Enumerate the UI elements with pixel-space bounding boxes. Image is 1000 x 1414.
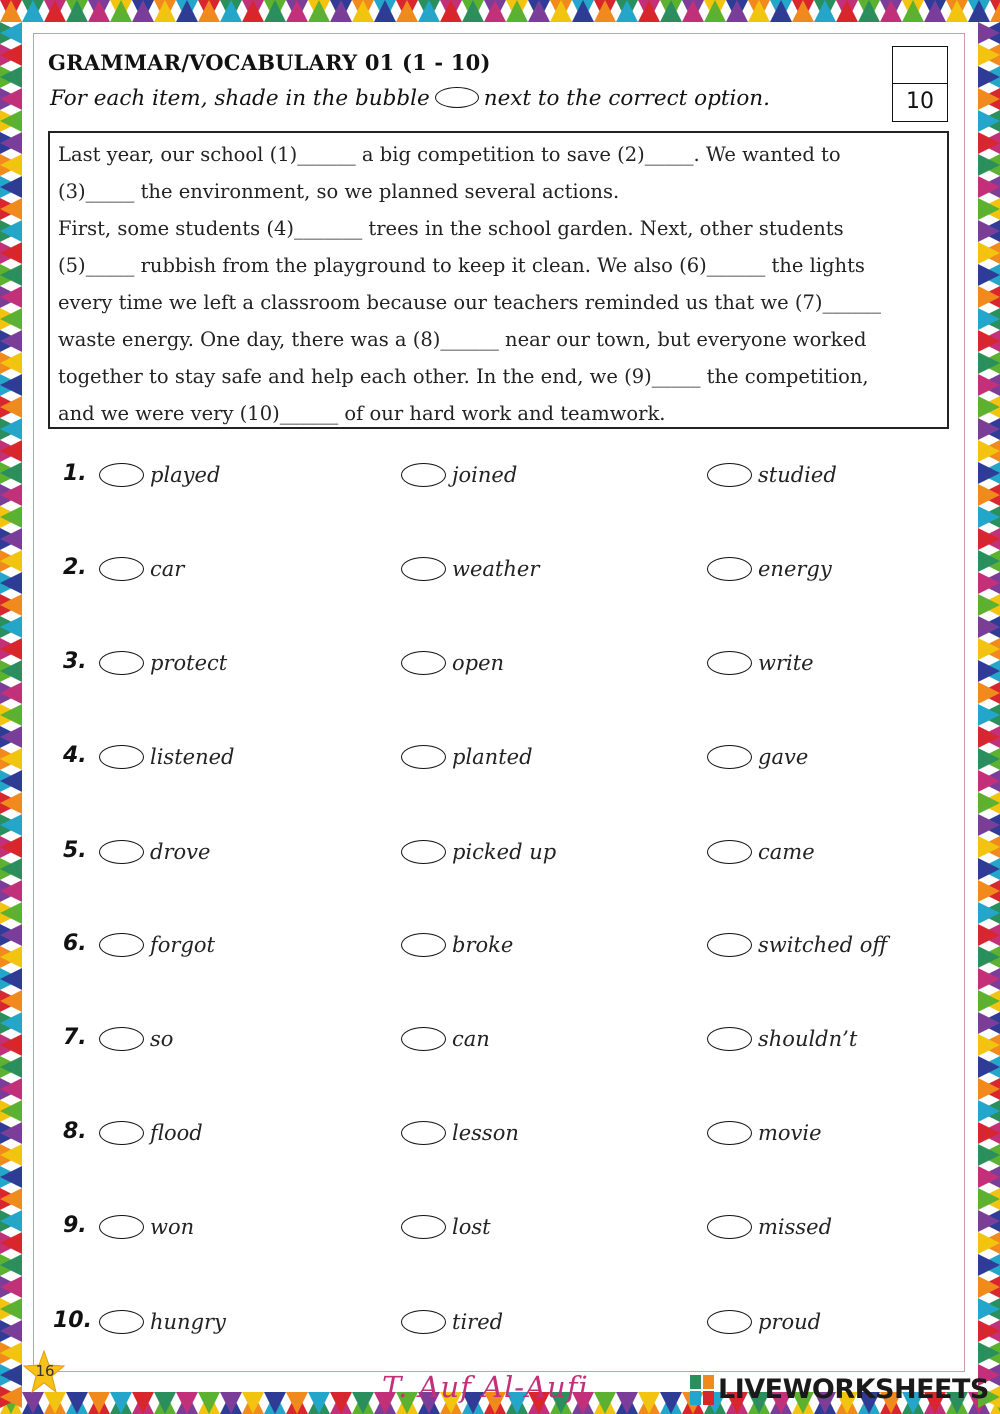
answer-label: protect [150, 651, 228, 675]
answer-label: picked up [452, 840, 557, 864]
answer-label: hungry [150, 1310, 226, 1334]
reading-passage [48, 131, 949, 429]
question-number: 2. [63, 555, 87, 580]
question-number: 3. [63, 649, 87, 674]
answer-option[interactable] [707, 745, 808, 769]
answer-option[interactable] [99, 745, 234, 769]
score-box [892, 46, 948, 122]
answer-label: shouldn’t [758, 1027, 858, 1051]
answer-label: tired [452, 1310, 504, 1334]
answer-label: gave [758, 745, 809, 769]
answer-label: flood [150, 1121, 203, 1145]
answer-option[interactable] [401, 840, 556, 864]
worksheet-title: GRAMMAR/VOCABULARY 01 (1 - 10) [48, 50, 491, 75]
answer-bubble[interactable] [99, 933, 144, 957]
question-number: 10. [53, 1308, 92, 1333]
answer-option[interactable] [707, 1027, 857, 1051]
answer-bubble[interactable] [99, 1215, 144, 1239]
answer-option[interactable] [99, 1121, 203, 1145]
answer-option[interactable] [707, 557, 832, 581]
answer-label: listened [150, 745, 235, 769]
question-number: 6. [63, 931, 87, 956]
answer-label: lesson [452, 1121, 519, 1145]
answer-label: came [758, 840, 815, 864]
answer-label: proud [758, 1310, 822, 1334]
answer-label: won [150, 1215, 195, 1239]
passage-line: (5)_____ rubbish from the playground to keep it clean. We also (6)______ the lights [58, 254, 865, 277]
answer-option[interactable] [401, 1215, 491, 1239]
answer-option[interactable] [401, 1310, 503, 1334]
passage-line: together to stay safe and help each other. In the end, we (9)_____ the competition, [58, 365, 869, 388]
answer-option[interactable] [99, 463, 220, 487]
answer-bubble[interactable] [401, 840, 446, 864]
answer-bubble[interactable] [707, 1215, 752, 1239]
answer-option[interactable] [99, 1027, 173, 1051]
answer-label: forgot [150, 933, 215, 957]
answer-label: played [150, 463, 221, 487]
answer-bubble[interactable] [707, 557, 752, 581]
answer-label: lost [452, 1215, 491, 1239]
answer-label: energy [758, 557, 832, 581]
answer-label: so [150, 1027, 174, 1051]
answer-bubble[interactable] [401, 1027, 446, 1051]
answer-bubble[interactable] [707, 933, 752, 957]
answer-bubble[interactable] [99, 1310, 144, 1334]
passage-line: Last year, our school (1)______ a big competition to save (2)_____. We wanted to [58, 143, 841, 166]
answer-bubble[interactable] [707, 651, 752, 675]
answer-label: studied [758, 463, 837, 487]
passage-line: and we were very (10)______ of our hard work and teamwork. [58, 402, 666, 425]
answer-label: missed [758, 1215, 833, 1239]
question-number: 9. [63, 1213, 87, 1238]
answer-bubble[interactable] [99, 651, 144, 675]
answer-bubble[interactable] [401, 557, 446, 581]
answer-option[interactable] [99, 557, 184, 581]
page-number: 16 [35, 1362, 55, 1380]
answer-option[interactable] [707, 1310, 821, 1334]
answer-option[interactable] [99, 840, 210, 864]
answer-option[interactable] [401, 463, 517, 487]
passage-line: waste energy. One day, there was a (8)______ near our town, but everyone worked [58, 328, 867, 351]
answer-bubble[interactable] [401, 1310, 446, 1334]
question-number: 8. [63, 1119, 87, 1144]
answer-option[interactable] [99, 1215, 194, 1239]
answer-option[interactable] [401, 1027, 490, 1051]
question-number: 7. [63, 1025, 87, 1050]
answer-bubble[interactable] [99, 1027, 144, 1051]
answer-option[interactable] [707, 651, 814, 675]
answer-option[interactable] [99, 1310, 226, 1334]
answer-option[interactable] [401, 1121, 519, 1145]
answer-option[interactable] [707, 463, 837, 487]
brand-name: LIVEWORKSHEETS [718, 1374, 989, 1405]
passage-line: First, some students (4)_______ trees in the school garden. Next, other students [58, 217, 844, 240]
answer-option[interactable] [707, 1215, 832, 1239]
question-number: 1. [63, 461, 87, 486]
answer-label: can [452, 1027, 490, 1051]
answer-label: movie [758, 1121, 822, 1145]
answer-bubble[interactable] [707, 745, 752, 769]
answer-label: write [758, 651, 814, 675]
answer-option[interactable] [707, 1121, 822, 1145]
bubble-icon [435, 87, 479, 108]
passage-line: (3)_____ the environment, so we planned several actions. [58, 180, 620, 203]
passage-line: every time we left a classroom because our teachers reminded us that we (7)______ [58, 291, 881, 314]
instruction-line [50, 86, 770, 111]
answer-bubble[interactable] [99, 557, 144, 581]
answer-label: car [150, 557, 185, 581]
instruction-text-start: For each item, shade in the bubble [50, 86, 430, 111]
answer-bubble[interactable] [401, 463, 446, 487]
answer-option[interactable] [401, 933, 513, 957]
score-divider [893, 83, 947, 84]
answer-bubble[interactable] [401, 651, 446, 675]
answer-label: weather [452, 557, 540, 581]
answer-bubble[interactable] [99, 463, 144, 487]
answer-bubble[interactable] [99, 840, 144, 864]
answer-label: drove [150, 840, 211, 864]
answer-label: planted [452, 745, 533, 769]
answer-bubble[interactable] [707, 1310, 752, 1334]
answer-option[interactable] [707, 840, 815, 864]
answer-bubble[interactable] [401, 1121, 446, 1145]
answer-label: switched off [758, 933, 888, 957]
liveworksheets-logo-icon [690, 1375, 714, 1405]
answer-option[interactable] [99, 651, 227, 675]
answer-label: broke [452, 933, 514, 957]
answer-bubble[interactable] [401, 1215, 446, 1239]
answer-label: joined [452, 463, 518, 487]
author-signature: T. Auf Al-Aufi [382, 1370, 589, 1404]
answer-bubble[interactable] [99, 1121, 144, 1145]
answer-bubble[interactable] [707, 1121, 752, 1145]
answer-option[interactable] [707, 933, 887, 957]
answer-bubble[interactable] [707, 840, 752, 864]
question-number: 4. [63, 743, 87, 768]
answer-label: open [452, 651, 505, 675]
answer-bubble[interactable] [99, 745, 144, 769]
answer-option[interactable] [99, 933, 215, 957]
instruction-text-end: next to the correct option. [483, 86, 770, 111]
answer-option[interactable] [401, 651, 504, 675]
question-number: 5. [63, 838, 87, 863]
answer-bubble[interactable] [707, 463, 752, 487]
answer-option[interactable] [401, 557, 539, 581]
answer-bubble[interactable] [401, 933, 446, 957]
answer-bubble[interactable] [707, 1027, 752, 1051]
brand [690, 1374, 989, 1405]
score-total: 10 [906, 89, 934, 114]
answer-option[interactable] [401, 745, 533, 769]
answer-bubble[interactable] [401, 745, 446, 769]
